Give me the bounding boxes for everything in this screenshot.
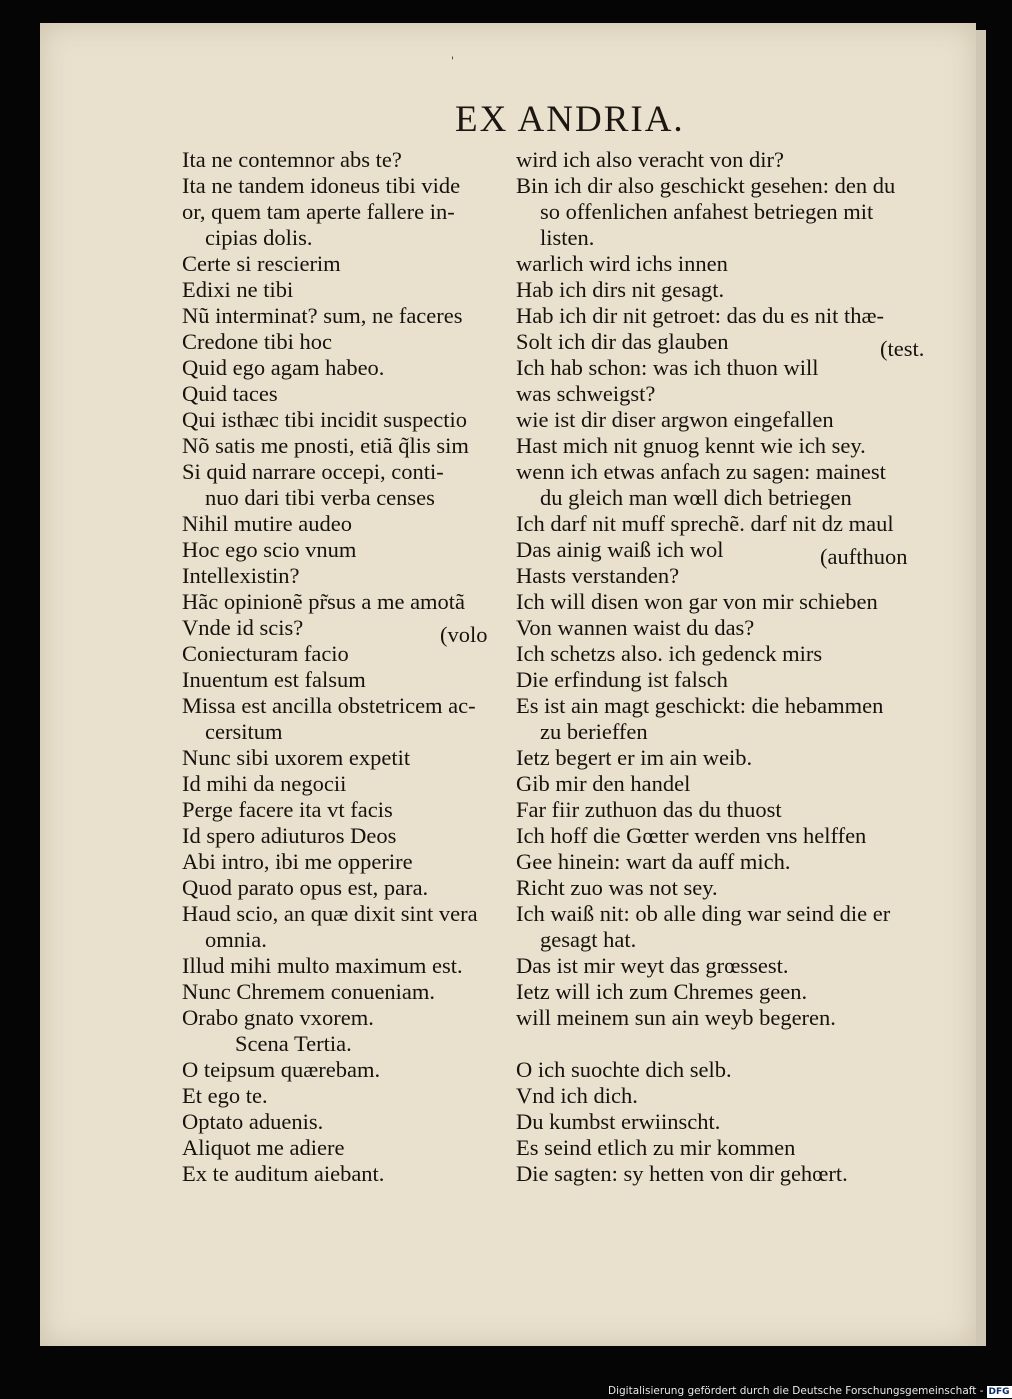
german-line: Solt ich dir das glauben bbox=[516, 329, 729, 354]
german-line: O ich suochte dich selb. bbox=[516, 1057, 732, 1082]
credit-text: Digitalisierung gefördert durch die Deutsche Forschungsgemeinschaft - bbox=[608, 1385, 984, 1397]
german-line: will meinem sun ain weyb begeren. bbox=[516, 1005, 836, 1030]
latin-line: Coniecturam facio bbox=[182, 641, 349, 666]
latin-line: Ita ne contemnor abs te? bbox=[182, 147, 402, 172]
latin-line: cersitum bbox=[205, 719, 283, 744]
latin-line: Quod parato opus est, para. bbox=[182, 875, 429, 900]
latin-line: Et ego te. bbox=[182, 1083, 268, 1108]
latin-line: Credone tibi hoc bbox=[182, 329, 332, 354]
german-line: Ich will disen won gar von mir schieben bbox=[516, 589, 878, 614]
latin-line: Si quid narrare occepi, conti- bbox=[182, 459, 444, 484]
latin-line: Abi intro, ibi me opperire bbox=[182, 849, 413, 874]
latin-line: Optato aduenis. bbox=[182, 1109, 324, 1134]
latin-line: Hoc ego scio vnum bbox=[182, 537, 357, 562]
latin-line: Edixi ne tibi bbox=[182, 277, 294, 302]
german-line: Es seind etlich zu mir kommen bbox=[516, 1135, 796, 1160]
latin-line: nuo dari tibi verba censes bbox=[205, 485, 435, 510]
german-line: Ich darf nit muff sprechẽ. darf nit dz maul bbox=[516, 511, 894, 536]
german-line: Hab ich dirs nit gesagt. bbox=[516, 277, 725, 302]
overflow-fragment: (aufthuon bbox=[820, 544, 908, 569]
latin-line: cipias dolis. bbox=[205, 225, 313, 250]
german-line: Es ist ain magt geschickt: die hebammen bbox=[516, 693, 884, 718]
latin-line: Perge facere ita vt facis bbox=[182, 797, 393, 822]
latin-line: Haud scio, an quæ dixit sint vera bbox=[182, 901, 478, 926]
german-line: warlich wird ichs innen bbox=[516, 251, 728, 276]
latin-line: Aliquot me adiere bbox=[182, 1135, 345, 1160]
latin-line: Id spero adiuturos Deos bbox=[182, 823, 397, 848]
page-edge bbox=[976, 30, 986, 1346]
german-line: Far fiir zuthuon das du thuost bbox=[516, 797, 782, 822]
german-line: Richt zuo was not sey. bbox=[516, 875, 718, 900]
scene-heading: Scena Tertia. bbox=[235, 1031, 352, 1056]
german-line: Das ist mir weyt das grœssest. bbox=[516, 953, 789, 978]
german-line: Die erfindung ist falsch bbox=[516, 667, 728, 692]
german-line: Ich hab schon: was ich thuon will bbox=[516, 355, 819, 380]
latin-line: Nunc Chremem conueniam. bbox=[182, 979, 436, 1004]
latin-line: Nihil mutire audeo bbox=[182, 511, 352, 536]
german-line: Von wannen waist du das? bbox=[516, 615, 755, 640]
latin-line: Intellexistin? bbox=[182, 563, 300, 588]
latin-line: Quid taces bbox=[182, 381, 278, 406]
latin-line: Nõ satis me pnosti, etiã q̃lis sim bbox=[182, 433, 469, 458]
running-title: EX ANDRIA. bbox=[455, 99, 685, 140]
german-line: Hasts verstanden? bbox=[516, 563, 680, 588]
german-line: was schweigst? bbox=[516, 381, 656, 406]
german-line: Die sagten: sy hetten von dir gehœrt. bbox=[516, 1161, 848, 1186]
german-line: wie ist dir diser argwon eingefallen bbox=[516, 407, 834, 432]
latin-line: Ita ne tandem idoneus tibi vide bbox=[182, 173, 461, 198]
german-line: Vnd ich dich. bbox=[516, 1083, 638, 1108]
overflow-fragment: (test. bbox=[880, 336, 925, 361]
german-line: Ich waiß nit: ob alle ding war seind die er bbox=[516, 901, 891, 926]
german-line: zu berieffen bbox=[540, 719, 648, 744]
german-line: so offenlichen anfahest betriegen mit bbox=[540, 199, 874, 224]
latin-line: O teipsum quærebam. bbox=[182, 1057, 381, 1082]
german-line: wird ich also veracht von dir? bbox=[516, 147, 785, 172]
page-mark: ' bbox=[451, 56, 454, 67]
german-line: wenn ich etwas anfach zu sagen: mainest bbox=[516, 459, 886, 484]
latin-line: Inuentum est falsum bbox=[182, 667, 366, 692]
german-line: Ietz will ich zum Chremes geen. bbox=[516, 979, 808, 1004]
german-line: Ietz begert er im ain weib. bbox=[516, 745, 753, 770]
german-line: Gee hinein: wart da auff mich. bbox=[516, 849, 791, 874]
latin-line: Nũ interminat? sum, ne faceres bbox=[182, 303, 463, 328]
latin-line: Illud mihi multo maximum est. bbox=[182, 953, 463, 978]
german-line: Hast mich nit gnuog kennt wie ich sey. bbox=[516, 433, 866, 458]
german-line: Ich hoff die Gœtter werden vns helffen bbox=[516, 823, 867, 848]
german-line: gesagt hat. bbox=[540, 927, 637, 952]
german-line: Hab ich dir nit getroet: das du es nit thæ- bbox=[516, 303, 885, 328]
latin-line: Ex te auditum aiebant. bbox=[182, 1161, 385, 1186]
latin-line: Id mihi da negocii bbox=[182, 771, 347, 796]
digitization-credit bbox=[608, 1383, 1010, 1399]
german-line: Gib mir den handel bbox=[516, 771, 691, 796]
german-line: Bin ich dir also geschickt gesehen: den du bbox=[516, 173, 896, 198]
german-line: listen. bbox=[540, 225, 595, 250]
latin-line: or, quem tam aperte fallere in- bbox=[182, 199, 455, 224]
latin-line: Hãc opinionẽ pr̃sus a me amotã bbox=[182, 589, 466, 614]
latin-line: Qui isthæc tibi incidit suspectio bbox=[182, 407, 467, 432]
latin-line: Certe si rescierim bbox=[182, 251, 341, 276]
german-line: Du kumbst erwiinscht. bbox=[516, 1109, 721, 1134]
german-line: Das ainig waiß ich wol bbox=[516, 537, 724, 562]
german-line: Ich schetzs also. ich gedenck mirs bbox=[516, 641, 823, 666]
latin-line: omnia. bbox=[205, 927, 267, 952]
german-line: du gleich man wœll dich betriegen bbox=[540, 485, 852, 510]
latin-line: Quid ego agam habeo. bbox=[182, 355, 385, 380]
dfg-logo: DFG bbox=[988, 1387, 1010, 1397]
latin-line: Missa est ancilla obstetricem ac- bbox=[182, 693, 476, 718]
latin-line: Orabo gnato vxorem. bbox=[182, 1005, 374, 1030]
latin-line: Vnde id scis? bbox=[182, 615, 304, 640]
overflow-fragment: (volo bbox=[440, 622, 488, 647]
latin-line: Nunc sibi uxorem expetit bbox=[182, 745, 411, 770]
